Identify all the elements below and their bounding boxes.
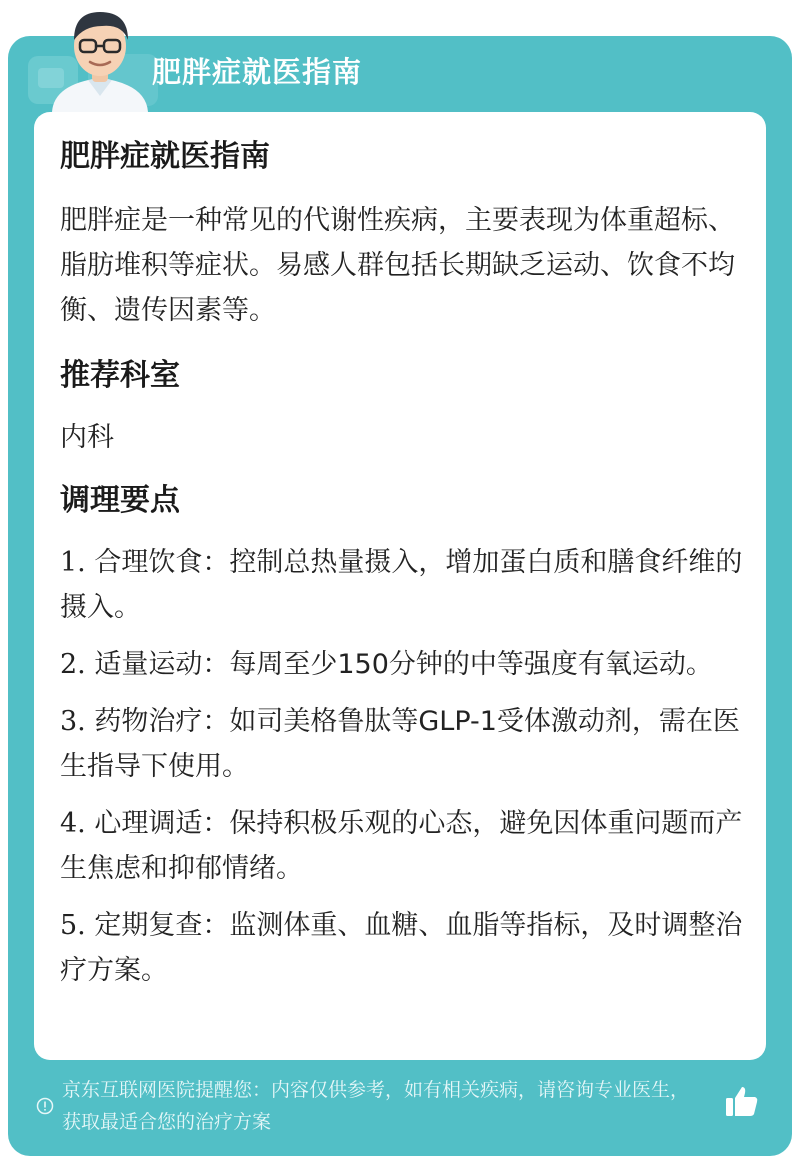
tip-text: 合理饮食：控制总热量摄入，增加蛋白质和膳食纤维的摄入。 [60, 547, 743, 623]
intro-text: 肥胖症是一种常见的代谢性疾病，主要表现为体重超标、脂肪堆积等症状。易感人群包括长期缺乏运动、饮食不均衡、遗传因素等。 [60, 205, 735, 326]
footer-notice [36, 1074, 736, 1138]
tip-item [60, 699, 750, 789]
tip-text: 心理调适：保持积极乐观的心态，避免因体重问题而产生焦虑和抑郁情绪。 [60, 808, 743, 884]
tip-item [60, 540, 750, 630]
department-heading: 推荐科室 [60, 358, 180, 393]
tip-item [60, 903, 750, 993]
article [60, 112, 750, 993]
tip-text: 药物治疗：如司美格鲁肽等GLP-1受体激动剂，需在医生指导下使用。 [60, 706, 740, 782]
footer-text: 京东互联网医院提醒您：内容仅供参考，如有相关疾病，请咨询专业医生，获取最适合您的治疗方案 [62, 1079, 690, 1133]
tip-number: 4. [60, 808, 86, 839]
doctor-avatar [44, 4, 156, 112]
tip-number: 3. [60, 706, 86, 737]
thumbs-up-icon[interactable] [724, 1084, 760, 1120]
tip-number: 5. [60, 910, 86, 941]
tip-number: 1. [60, 547, 86, 578]
tip-number: 2. [60, 649, 86, 680]
department-value: 内科 [60, 422, 114, 453]
tip-item [60, 642, 750, 687]
header-title: 肥胖症就医指南 [152, 55, 363, 89]
tip-item [60, 801, 750, 891]
tip-text: 定期复查：监测体重、血糖、血脂等指标，及时调整治疗方案。 [60, 910, 743, 986]
tips-heading: 调理要点 [60, 483, 180, 518]
tip-text: 适量运动：每周至少150分钟的中等强度有氧运动。 [94, 649, 713, 680]
article-title: 肥胖症就医指南 [60, 139, 270, 174]
